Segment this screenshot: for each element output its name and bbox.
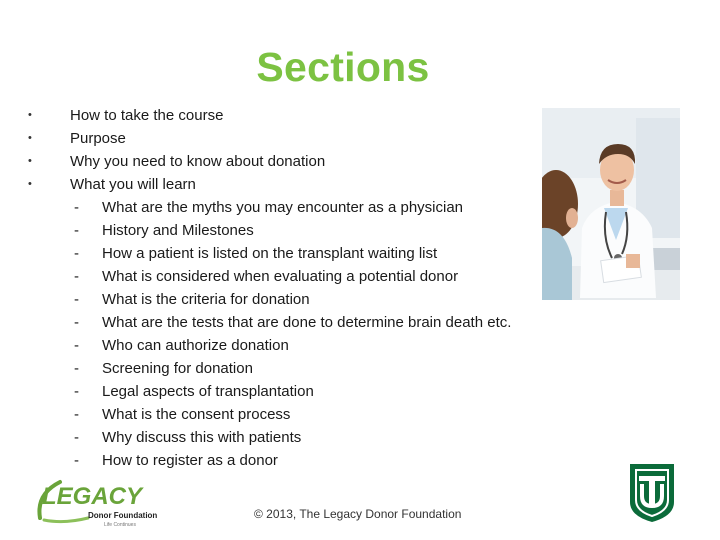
- slide-title: Sections: [256, 44, 430, 90]
- sub-marker: -: [74, 337, 79, 354]
- bullet-text: How to take the course: [70, 107, 224, 124]
- sub-text: What is considered when evaluating a potential donor: [102, 268, 459, 285]
- doctor-patient-illustration: [542, 108, 680, 300]
- sub-text: History and Milestones: [102, 222, 254, 239]
- tulane-shield-graphic: [628, 462, 676, 524]
- legacy-logo-subtitle: Donor Foundation: [88, 511, 158, 520]
- legacy-logo-word: LEGACY: [42, 483, 143, 510]
- sub-marker: -: [74, 268, 79, 285]
- sub-marker: -: [74, 245, 79, 262]
- sub-text: Who can authorize donation: [102, 337, 289, 354]
- bullet-marker: •: [28, 178, 32, 190]
- sub-marker: -: [74, 222, 79, 239]
- legacy-logo-tagline: Life Continues: [104, 522, 136, 528]
- sub-text: What are the myths you may encounter as a physician: [102, 199, 464, 216]
- sub-text: How to register as a donor: [102, 452, 278, 469]
- sub-marker: -: [74, 360, 79, 377]
- sub-marker: -: [74, 291, 79, 308]
- sub-text: Legal aspects of transplantation: [102, 383, 314, 400]
- sub-text: Why discuss this with patients: [102, 429, 302, 446]
- sub-marker: -: [74, 383, 79, 400]
- sub-text: What is the criteria for donation: [102, 291, 310, 308]
- legacy-logo-icon: [34, 474, 170, 530]
- bullet-text: Purpose: [70, 130, 126, 147]
- bullet-text: Why you need to know about donation: [70, 153, 326, 170]
- sub-text: What is the consent process: [102, 406, 291, 423]
- sub-marker: -: [74, 429, 79, 446]
- sub-marker: -: [74, 314, 79, 331]
- tulane-shield-icon: [628, 462, 676, 524]
- bullet-marker: •: [28, 109, 32, 121]
- bullet-text: What you will learn: [70, 176, 196, 193]
- bullet-marker: •: [28, 155, 32, 167]
- sub-text: How a patient is listed on the transplant waiting list: [102, 245, 438, 262]
- sub-marker: -: [74, 406, 79, 423]
- sub-text: Screening for donation: [102, 360, 253, 377]
- sub-text: What are the tests that are done to determine brain death etc.: [102, 314, 512, 331]
- copyright-text: © 2013, The Legacy Donor Foundation: [254, 507, 462, 521]
- doctor-patient-photo: [542, 108, 680, 300]
- legacy-logo: [34, 474, 170, 530]
- bullet-marker: •: [28, 132, 32, 144]
- sub-marker: -: [74, 199, 79, 216]
- sub-marker: -: [74, 452, 79, 469]
